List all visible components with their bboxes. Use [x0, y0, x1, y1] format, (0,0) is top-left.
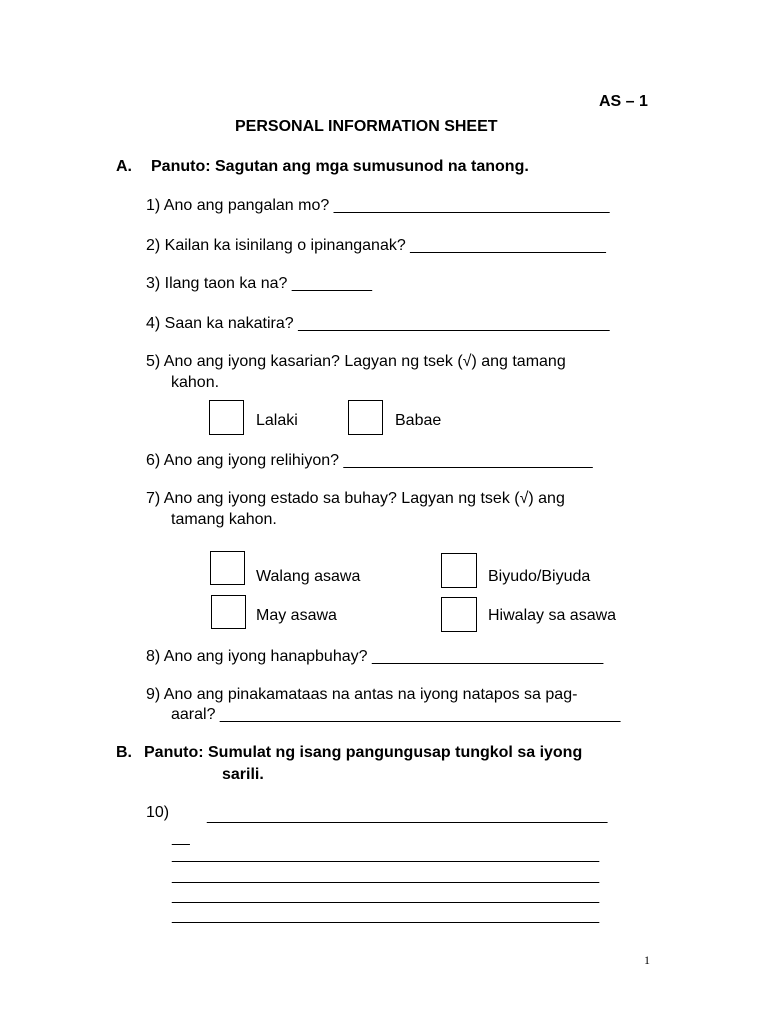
question-2: 2) Kailan ka isinilang o ipinanganak? ______________________ [146, 237, 606, 254]
section-a-letter: A. [116, 158, 132, 175]
section-b-instruction-line-1: Panuto: Sumulat ng isang pangungusap tungkol sa iyong [144, 744, 583, 761]
question-7-line-1: 7) Ano ang iyong estado sa buhay? Lagyan ng tsek (√) ang [146, 490, 565, 507]
checkbox-babae[interactable] [348, 400, 383, 435]
option-label-hiwalay-sa-asawa: Hiwalay sa asawa [488, 607, 617, 624]
answer-line-2: ________________________________________________ [172, 846, 600, 863]
question-5-line-1: 5) Ano ang iyong kasarian? Lagyan ng tsek (√) ang tamang [146, 353, 566, 370]
question-5-line-2: kahon. [171, 374, 220, 391]
question-9-line-2: aaral? _____________________________________________ [171, 706, 621, 723]
question-9-line-1: 9) Ano ang pinakamataas na antas na iyong natapos sa pag- [146, 686, 578, 703]
checkbox-lalaki[interactable] [209, 400, 244, 435]
question-1: 1) Ano ang pangalan mo? _______________________________ [146, 197, 610, 214]
checkbox-biyudo-biyuda[interactable] [441, 553, 477, 588]
checkbox-hiwalay-sa-asawa[interactable] [441, 597, 477, 632]
answer-line-1: _____________________________________________ [207, 807, 608, 824]
answer-line-3: ________________________________________________ [172, 867, 600, 884]
option-label-walang-asawa: Walang asawa [256, 568, 361, 585]
page-number: 1 [644, 953, 650, 967]
answer-line-4: ________________________________________________ [172, 887, 600, 904]
option-label-biyudo-biyuda: Biyudo/Biyuda [488, 568, 591, 585]
section-a-instruction: Panuto: Sagutan ang mga sumusunod na tanong. [151, 158, 529, 175]
question-3: 3) Ilang taon ka na? _________ [146, 275, 372, 292]
checkbox-may-asawa[interactable] [211, 595, 246, 629]
page-title: PERSONAL INFORMATION SHEET [235, 118, 498, 135]
question-8: 8) Ano ang iyong hanapbuhay? __________________________ [146, 648, 604, 665]
answer-line-1-wrap: __ [172, 829, 190, 846]
option-label-may-asawa: May asawa [256, 607, 337, 624]
question-7-line-2: tamang kahon. [171, 511, 277, 528]
question-6: 6) Ano ang iyong relihiyon? ____________________________ [146, 452, 593, 469]
document-code: AS – 1 [599, 93, 648, 110]
answer-line-5: ________________________________________________ [172, 907, 600, 924]
option-label-babae: Babae [395, 412, 442, 429]
question-10-label: 10) [146, 804, 170, 821]
section-b-instruction-line-2: sarili. [222, 766, 264, 783]
option-label-lalaki: Lalaki [256, 412, 298, 429]
section-b-letter: B. [116, 744, 132, 761]
question-4: 4) Saan ka nakatira? ___________________________________ [146, 315, 610, 332]
checkbox-walang-asawa[interactable] [210, 551, 245, 585]
